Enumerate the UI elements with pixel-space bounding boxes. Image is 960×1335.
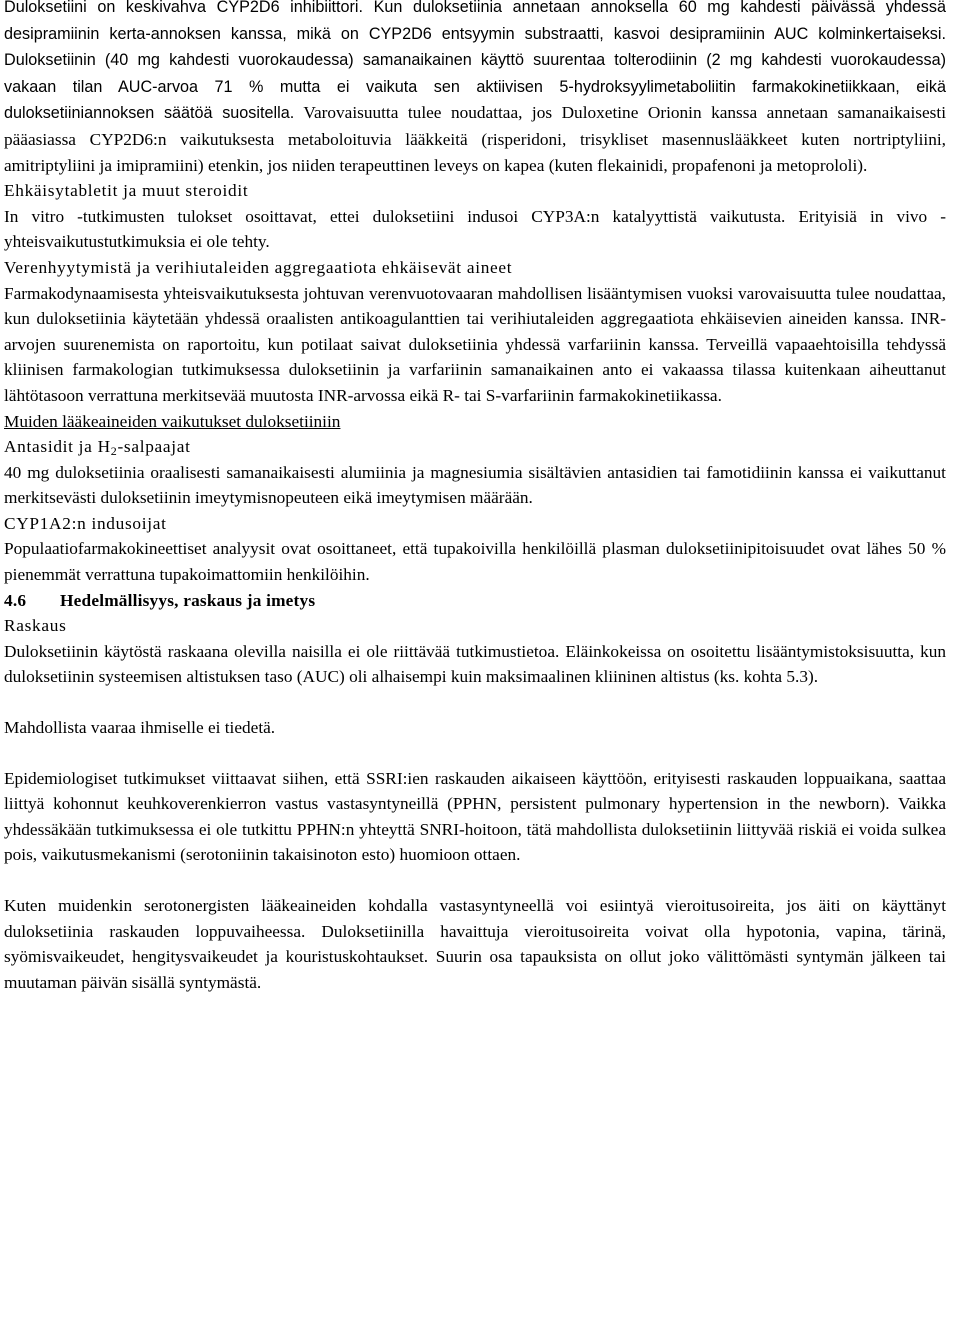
heading-cyp1a2-inducers: CYP1A2:n indusoijat: [4, 513, 167, 533]
paragraph-anticoagulants: Farmakodynaamisesta yhteisvaikutuksesta johtuvan verenvuotovaaran mahdollisen lisääntymisen vuoksi varovaisuutta tulee noudattaa, kun duloksetiinia käytetään yhdessä oraalisten antikoagulanttien tai verihiutaleiden aggregaatiota ehkäisevien aineiden kanssa. INR-arvojen suurenemista on raportoitu, kun potilaat saivat duloksetiinia yhdessä varfariinin kanssa. Terveillä vapaaehtoisilla tehdyssä kliinisen farmakologian tutkimuksessa duloksetiinin ja varfariinin samanaikainen anto ei vakaassa tilassa kuitenkaan aiheuttanut lähtötasoon verrattuna merkitsevää muutosta INR-arvossa eikä R- tai S-varfariinin farmakokinetiikassa.: [4, 283, 946, 405]
paragraph-cyp2d6: [4, 0, 946, 178]
paragraph-pregnancy-3: Epidemiologiset tutkimukset viittaavat siihen, että SSRI:ien raskauden aikaiseen käyttöön, erityisesti raskauden loppuaikana, saattaa liittyä kohonnut keuhkoverenkierron vastus vastasyntyneillä (PPHN, persistent pulmonary hypertension in the newborn). Vaikka yhdessäkään tutkimuksessa ei ole tutkittu PPHN:n yhteyttä SNRI-hoitoon, tätä mahdollista duloksetiinin liittyvää riskiä ei voida sulkea pois, vaikutusmekanismi (serotoniinin takaisinoton esto) huomioon ottaen.: [4, 768, 946, 865]
paragraph-cyp2d6-part-b: Duloksetiinin (40 mg kahdesti vuorokaudessa) samanaikainen käyttö suurentaa tolterodiinin (2 mg kahdesti vuorokaudessa) vakaan tilan AUC-arvoa 71 % mutta ei vaikuta sen aktiivisen 5-hydroksyylimetaboliitin farmakokinetiikkaan, eikä duloksetiiniannoksen säätöä suositella.: [4, 51, 946, 123]
paragraph-pregnancy-1: Duloksetiinin käytöstä raskaana olevilla naisilla ei ole riittävää tutkimustietoa. Eläinkokeissa on osoitettu lisääntymistoksisuutta, kun duloksetiinin systeemisen altistuksen taso (AUC) oli alhaisempi kuin maksimaalinen kliininen altistus (ks. kohta 5.3).: [4, 641, 946, 687]
section-number: 4.6: [4, 590, 27, 610]
paragraph-pregnancy-2: Mahdollista vaaraa ihmiselle ei tiedetä.: [4, 718, 276, 738]
section-heading-4-6: [4, 588, 946, 614]
section-title: Hedelmällisyys, raskaus ja imetys: [60, 590, 316, 610]
heading-contraceptives: Ehkäisytabletit ja muut steroidit: [4, 181, 249, 201]
paragraph-contraceptives: In vitro -tutkimusten tulokset osoittavat, ettei duloksetiini indusoi CYP3A:n katalyyttistä vaikutusta. Erityisiä in vivo -yhteisvaikutustutkimuksia ei ole tehty.: [4, 206, 946, 252]
paragraph-cyp2d6-part-c: Varovaisuutta tulee noudattaa, jos Duloxetine Orionin kanssa annetaan samanaikaisesti pääasiassa CYP2D6:n vaikutuksesta metaboloituvia lääkkeitä (risperidoni, trisykliset masennuslääkkeet kuten nortriptyliini, amitriptyliini ja imipramiini) etenkin, jos niiden terapeuttinen leveys on kapea (kuten flekainidi, propafenoni ja metoprololi).: [4, 103, 946, 175]
heading-antacids-pre: Antasidit ja H: [4, 437, 111, 457]
heading-pregnancy: Raskaus: [4, 616, 67, 636]
paragraph-cyp2d6-part-a: Duloksetiini on keskivahva CYP2D6 inhibiittori. Kun duloksetiinia annetaan annoksella 60 mg kahdesti päivässä yhdessä desipramiinin kerta-annoksen kanssa, mikä on CYP2D6 entsyymin substraatti, kasvoi desipramiinin AUC kolminkertaiseksi.: [4, 0, 946, 43]
heading-other-drugs-effects: Muiden lääkeaineiden vaikutukset duloksetiiniin: [4, 411, 341, 431]
heading-antacids-subscript: 2: [110, 444, 118, 459]
paragraph-antacids: 40 mg duloksetiinia oraalisesti samanaikaisesti alumiinia ja magnesiumia sisältävien antasidien tai famotidiinin kanssa ei vaikuttanut merkitsevästi duloksetiinin imeytymisnopeuteen eikä imeytymisen määrään.: [4, 462, 946, 508]
heading-anticoagulants: Verenhyytymistä ja verihiutaleiden aggregaatiota ehkäisevät aineet: [4, 257, 513, 277]
paragraph-pregnancy-4: Kuten muidenkin serotonergisten lääkeaineiden kohdalla vastasyntyneellä voi esiintyä vieroitusoireita, jos äiti on käyttänyt duloksetiinia raskauden loppuvaiheessa. Duloksetiinilla havaittuja vieroitusoireita voivat olla hypotonia, vapina, tärinä, syömisvaikeudet, hengitysvaikeudet ja kouristuskohtaukset. Suurin osa tapauksista on ollut joko välittömästi syntymän jälkeen tai muutaman päivän sisällä syntymästä.: [4, 896, 946, 992]
paragraph-cyp1a2-inducers: Populaatiofarmakokineettiset analyysit ovat osoittaneet, että tupakoivilla henkilöillä plasman duloksetiinipitoisuudet ovat lähes 50 % pienemmät verrattuna tupakoimattomiin henkilöihin.: [4, 539, 946, 585]
heading-antacids: [4, 434, 946, 460]
heading-antacids-post: -salpaajat: [117, 437, 191, 457]
